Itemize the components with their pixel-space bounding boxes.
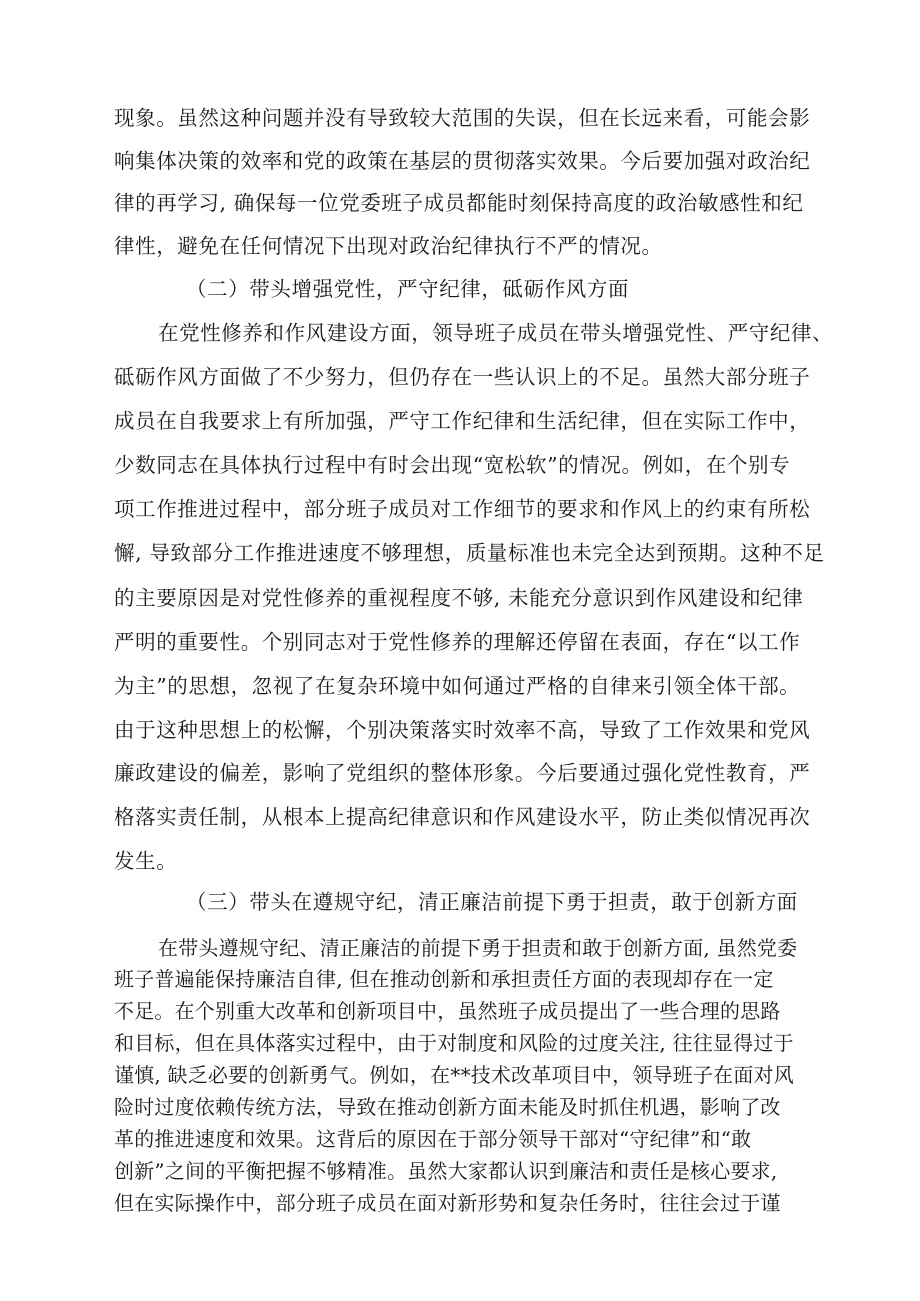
paragraph-line: 廉政建设的偏差，影响了党组织的整体形象。今后要通过强化党性教育，严 [114, 761, 811, 785]
paragraph-line: 班子普遍能保持廉洁自律, 但在推动创新和承担责任方面的表现却存在一定 [114, 967, 774, 991]
paragraph-line: 谨慎, 缺乏必要的创新勇气。例如，在**技术改革项目中，领导班子在面对风 [114, 1063, 794, 1087]
section-3-heading: （三）带头在遵规守纪，清正廉洁前提下勇于担责，敢于创新方面 [186, 890, 798, 914]
paragraph-line: 严明的重要性。个别同志对于党性修养的理解还停留在表面，存在“以工作 [114, 630, 801, 654]
paragraph-line: 律性，避免在任何情况下出现对政治纪律执行不严的情况。 [114, 234, 663, 258]
section-2-heading: （二）带头增强党性，严守纪律，砥砺作风方面 [186, 277, 630, 301]
paragraph-line: 在党性修养和作风建设方面，领导班子成员在带头增强党性、严守纪律、 [158, 321, 834, 345]
paragraph-line: 懈, 导致部分工作推进速度不够理想，质量标准也未完全达到预期。这种不足 [114, 541, 825, 565]
paragraph-line: 律的再学习, 确保每一位党委班子成员都能时刻保持高度的政治敏感性和纪 [114, 191, 804, 215]
paragraph-line: 创新”之间的平衡把握不够精准。虽然大家都认识到廉洁和责任是核心要求, [114, 1159, 778, 1183]
paragraph-line: 成员在自我要求上有所加强，严守工作纪律和生活纪律，但在实际工作中， [114, 409, 811, 433]
paragraph-line: 不足。在个别重大改革和创新项目中，虽然班子成员提出了一些合理的思路 [114, 999, 781, 1023]
paragraph-line: 响集体决策的效率和党的政策在基层的贯彻落实效果。今后要加强对政治纪 [114, 149, 811, 173]
paragraph-line: 险时过度依赖传统方法，导致在推动创新方面未能及时抓住机遇，影响了改 [114, 1095, 781, 1119]
paragraph-line: 在带头遵规守纪、清正廉洁的前提下勇于担责和敢于创新方面, 虽然党委 [158, 936, 798, 960]
paragraph-line: 由于这种思想上的松懈，个别决策落实时效率不高，导致了工作效果和党风 [114, 718, 811, 742]
paragraph-line: 和目标，但在具体落实过程中，由于对制度和风险的过度关注, 往往显得过于 [114, 1031, 794, 1055]
paragraph-line: 砥砺作风方面做了不少努力，但仍存在一些认识上的不足。虽然大部分班子 [114, 365, 811, 389]
paragraph-line: 的主要原因是对党性修养的重视程度不够, 未能充分意识到作风建设和纪律 [114, 586, 804, 610]
paragraph-line: 但在实际操作中，部分班子成员在面对新形势和复杂任务时，往往会过于谨 [114, 1191, 781, 1215]
paragraph-line: 革的推进速度和效果。这背后的原因在于部分领导干部对“守纪律”和“敢 [114, 1127, 752, 1151]
paragraph-line: 现象。虽然这种问题并没有导致较大范围的失误，但在长远来看，可能会影 [114, 106, 811, 130]
paragraph-line: 少数同志在具体执行过程中有时会出现“宽松软”的情况。例如，在个别专 [114, 453, 791, 477]
paragraph-line: 格落实责任制，从根本上提高纪律意识和作风建设水平，防止类似情况再次 [114, 805, 811, 829]
paragraph-line: 项工作推进过程中，部分班子成员对工作细节的要求和作风上的约束有所松 [114, 497, 811, 521]
paragraph-line: 发生。 [114, 849, 178, 873]
paragraph-line: 为主”的思想，忽视了在复杂环境中如何通过严格的自律来引领全体干部。 [114, 674, 801, 698]
